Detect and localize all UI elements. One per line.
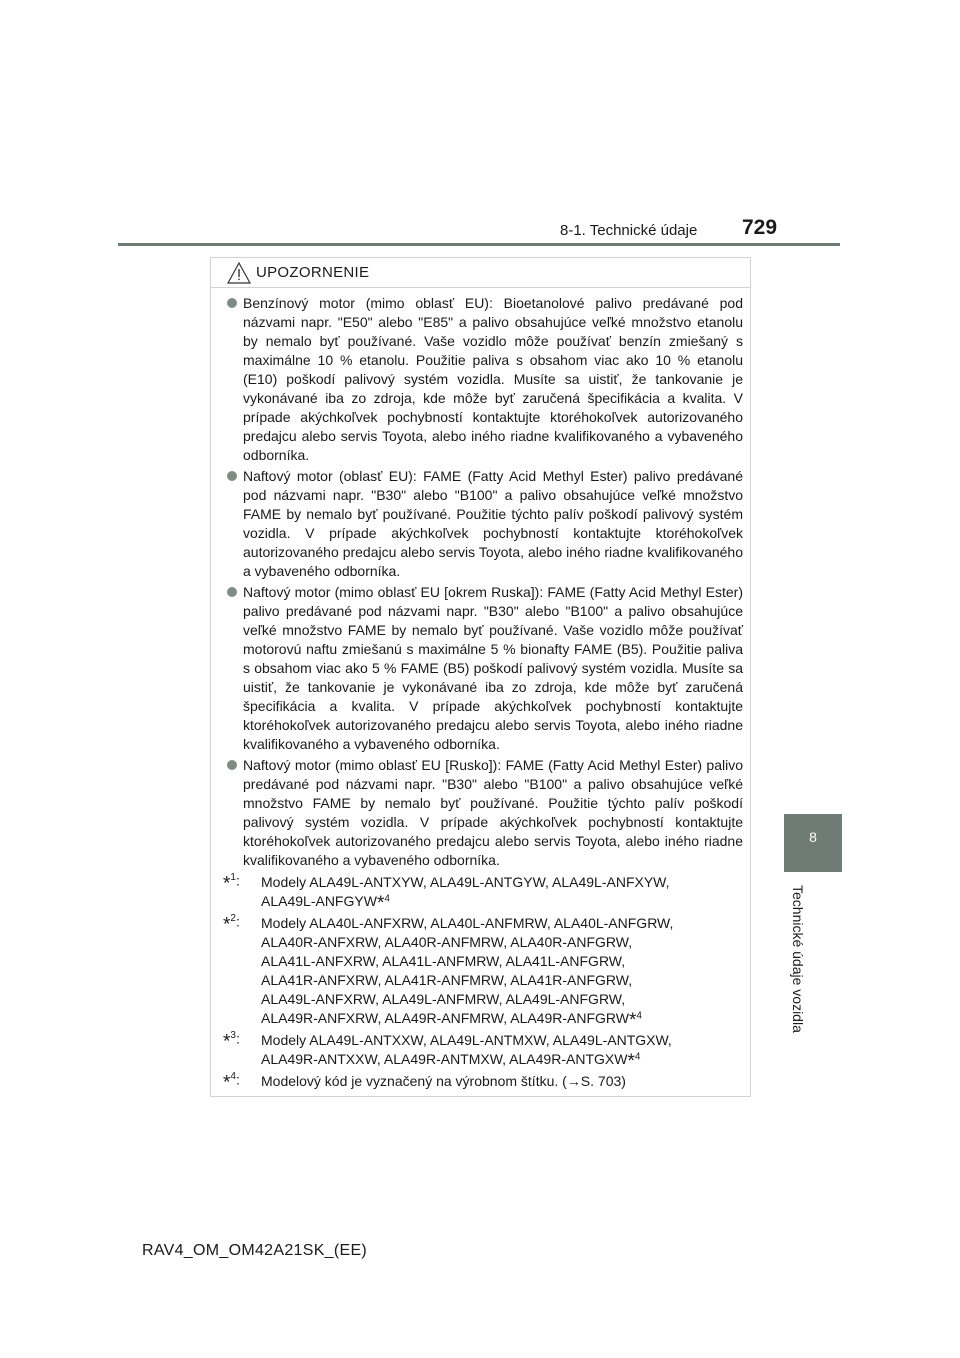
footnote-ref: *$^4$: [376, 893, 390, 914]
footnote-line: ALA49R-ANTXXW, ALA49R-ANTMXW, ALA49R-ANTGXW*$^4$: [261, 1051, 641, 1072]
chapter-tab: [784, 814, 842, 872]
footnote-line: ALA41R-ANFXRW, ALA41R-ANFMRW, ALA41R-ANFGRW,: [261, 972, 633, 988]
warning-box: [210, 257, 751, 1097]
chapter-title: Technické údaje vozidla: [790, 885, 806, 1033]
warning-bullet: [227, 294, 743, 465]
footnote-marker: *$^1$:: [223, 872, 240, 895]
page-number: 729: [742, 216, 778, 239]
warning-triangle-icon: [227, 262, 251, 284]
footnote-line: ALA40R-ANFXRW, ALA40R-ANFMRW, ALA40R-ANFGRW,: [261, 934, 633, 950]
bullet-text: Naftový motor (mimo oblasť EU [okrem Ruska]): FAME (Fatty Acid Methyl Ester) palivo predávané pod názvami napr. "B30" alebo "B100" a palivo obsahujúce veľké množstvo FAME by nemalo byť používané. Vaše vozidlo môže používať motorovú naftu zmiešanú s maximálne 5 % bionafty FAME (B5). Použitie paliva s obsahom viac ako 5 % FAME (B5) poškodí palivový systém vozidla. Musíte sa uistiť, že tankovanie je vykonávané iba zo zdroja, kde môže byť zaručená špecifikácia a kvalita. V prípade akýchkoľvek pochybností kontaktujte ktoréhokoľvek autorizovaného predajcu alebo servis Toyota, alebo iného riadne kvalifikovaného a vybaveného odborníka.: [243, 584, 743, 752]
warning-body: [223, 294, 743, 1094]
header-rule: [118, 243, 840, 246]
bullet-text: Naftový motor (oblasť EU): FAME (Fatty Acid Methyl Ester) palivo predávané pod názvami napr. "B30" alebo "B100" a palivo obsahujúce veľké množstvo FAME by nemalo byť používané. Použitie týchto palív poškodí palivový systém vozidla. V prípade akýchkoľvek pochybností kontaktujte ktoréhokoľvek autorizovaného predajcu alebo servis Toyota, alebo iného riadne kvalifikovaného a vybaveného odborníka.: [243, 468, 743, 579]
footnote-3: [223, 1030, 743, 1072]
footnote-ref: *$^4$: [629, 1010, 642, 1031]
footnotes: [223, 872, 743, 1094]
warning-header: [211, 258, 750, 288]
footnote-line[interactable]: Modelový kód je vyznačený na výrobnom štítku. (→S. 703): [261, 1073, 626, 1089]
bullet-text: Benzínový motor (mimo oblasť EU): Bioetanolové palivo predávané pod názvami napr. "E50" alebo "E85" a palivo obsahujúce veľké množstvo etanolu by nemalo byť používané. Vaše vozidlo môže používať benzín zmiešaný s maximálne 10 % etanolu. Použitie paliva s obsahom viac ako 10 % etanolu (E10) poškodí palivový systém vozidla. Musíte sa uistiť, že tankovanie je vykonávané iba zo zdroja, kde môže byť zaručená špecifikácia a kvalita. V prípade akýchkoľvek pochybností kontaktujte ktoréhokoľvek autorizovaného predajcu alebo servis Toyota, alebo iného riadne kvalifikovaného a vybaveného odborníka.: [243, 295, 743, 463]
footnote-line: Modely ALA49L-ANTXYW, ALA49L-ANTGYW, ALA49L-ANFXYW,: [261, 874, 670, 890]
section-title: 8-1. Technické údaje: [560, 222, 698, 239]
footnote-line: Modely ALA49L-ANTXXW, ALA49L-ANTMXW, ALA49L-ANTGXW,: [261, 1032, 672, 1048]
footnote-line: ALA41L-ANFXRW, ALA41L-ANFMRW, ALA41L-ANFGRW,: [261, 953, 626, 969]
footnote-2: [223, 913, 743, 1031]
footnote-line: ALA49L-ANFGYW*$^4$: [261, 893, 390, 914]
footnote-ref: *$^4$: [627, 1051, 641, 1072]
bullet-text: Naftový motor (mimo oblasť EU [Rusko]): FAME (Fatty Acid Methyl Ester) palivo predávané pod názvami napr. "B30" alebo "B100" a palivo obsahujúce veľké množstvo FAME by nemalo byť používané. Použitie týchto palív poškodí palivový systém vozidla. V prípade akýchkoľvek pochybností kontaktujte ktoréhokoľvek autorizovaného predajcu alebo servis Toyota, alebo iného riadne kvalifikovaného a vybaveného odborníka.: [243, 757, 743, 868]
warning-bullet: [227, 756, 743, 870]
warning-title: UPOZORNENIE: [256, 264, 370, 281]
bullet-icon: [227, 760, 237, 770]
bullet-icon: [227, 471, 237, 481]
footnote-marker: *$^3$:: [223, 1030, 240, 1053]
footnote-line: Modely ALA40L-ANFXRW, ALA40L-ANFMRW, ALA40L-ANFGRW,: [261, 915, 674, 931]
footnote-line: ALA49R-ANFXRW, ALA49R-ANFMRW, ALA49R-ANFGRW*$^4$: [261, 1010, 642, 1031]
warning-bullet: [227, 467, 743, 581]
footnote-4: [223, 1071, 743, 1094]
footnote-marker: *$^2$:: [223, 913, 240, 936]
footnote-line: ALA49L-ANFXRW, ALA49L-ANFMRW, ALA49L-ANFGRW,: [261, 991, 626, 1007]
footnote-marker: *$^4$:: [223, 1071, 240, 1094]
chapter-number: 8: [809, 829, 817, 845]
bullet-icon: [227, 587, 237, 597]
document-code: RAV4_OM_OM42A21SK_(EE): [142, 1242, 368, 1259]
warning-bullet: [227, 583, 743, 754]
footnote-1: [223, 872, 743, 914]
bullet-icon: [227, 298, 237, 308]
